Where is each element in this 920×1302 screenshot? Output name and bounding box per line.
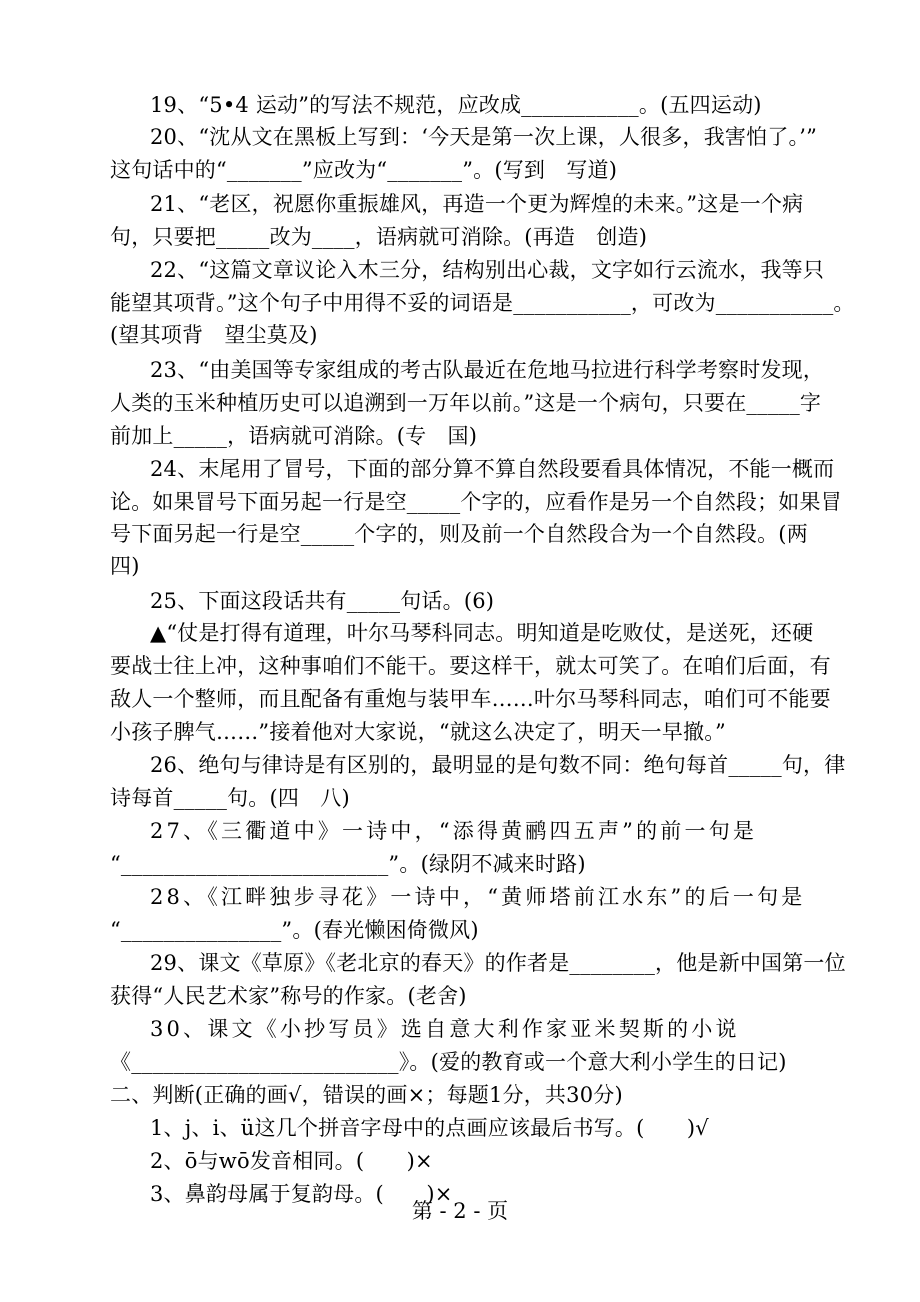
question-22-line: 22、“这篇文章议论入木三分，结构别出心裁，文字如行云流水，我等只 (150, 258, 825, 282)
question-26-line-2: 诗每首_____句。(四 八) (110, 786, 350, 810)
page-number: 第 - 2 - 页 (411, 1199, 509, 1223)
passage-line-3: 敌人一个整师，而且配备有重炮与装甲车……叶尔马琴科同志，咱们可不能要 (110, 687, 831, 711)
question-22-answer: (望其项背 望尘莫及) (110, 323, 318, 347)
passage-line-2: 要战士往上冲，这种事咱们不能干。要这样干，就太可笑了。在咱们后面，有 (110, 654, 831, 678)
question-28-line: 28、《江畔独步寻花》一诗中，“黄师塔前江水东”的后一句是 (150, 885, 806, 909)
question-29-line-2: 获得“人民艺术家”称号的作家。(老舍) (110, 984, 467, 1008)
question-30-line-2: 《_________________________》。(爱的教育或一个意大利小学生的日记) (110, 1050, 787, 1074)
question-24-line-3: 号下面另起一行是空_____个字的，则及前一个自然段合为一个自然段。(两 (110, 522, 808, 546)
question-19-line: 19、“5•4 运动”的写法不规范，应改成___________。(五四运动) (150, 93, 762, 117)
question-23-line-2: 人类的玉米种植历史可以追溯到一万年以前。”这是一个病句，只要在_____字 (110, 391, 822, 415)
question-30-line: 30、课文《小抄写员》选自意大利作家亚米契斯的小说 (150, 1017, 740, 1041)
question-27-line-2: “_________________________”。(绿阴不减来时路) (110, 852, 586, 876)
passage-line-1: ▲“仗是打得有道理，叶尔马琴科同志。明知道是吃败仗，是送死，还硬 (150, 621, 814, 645)
question-24-line: 24、末尾用了冒号，下面的部分算不算自然段要看具体情况，不能一概而 (150, 457, 835, 481)
question-21-line: 21、“老区，祝愿你重振雄风，再造一个更为辉煌的未来。”这是一个病 (150, 192, 804, 216)
question-23-line-3: 前加上_____，语病就可消除。(专 国) (110, 424, 478, 448)
question-24-line-4: 四) (110, 554, 140, 578)
section-two-heading: 二、判断(正确的画√，错误的画×；每题1分，共30分) (110, 1083, 623, 1107)
judgment-item-3: 3、鼻韵母属于复韵母。( )× (150, 1182, 453, 1206)
judgment-item-1: 1、j、i、ü这几个拼音字母中的点画应该最后书写。( )√ (150, 1116, 709, 1140)
question-23-line: 23、“由美国等专家组成的考古队最近在危地马拉进行科学考察时发现， (150, 358, 825, 382)
question-28-line-2: “_______________”。(春光懒困倚微风) (110, 918, 479, 942)
question-29-line: 29、课文《草原》《老北京的春天》的作者是________，他是新中国第一位 (150, 951, 846, 975)
question-22-line-2: 能望其项背。”这个句子中用得不妥的词语是___________，可改为___________。 (110, 291, 855, 315)
passage-line-4: 小孩子脾气……”接着他对大家说，“就这么决定了，明天一早撤。” (110, 720, 726, 744)
question-27-line: 27、《三衢道中》一诗中，“添得黄鹂四五声”的前一句是 (150, 819, 758, 843)
judgment-item-2: 2、ō与wō发音相同。( )× (150, 1149, 433, 1173)
question-20-line: 20、“沈从文在黑板上写到：‘今天是第一次上课，人很多，我害怕了。’” (150, 125, 818, 149)
question-21-line-2: 句，只要把_____改为____，语病就可消除。(再造 创造) (110, 225, 648, 249)
question-24-line-2: 论。如果冒号下面另起一行是空_____个字的，应看作是另一个自然段；如果冒 (110, 490, 842, 514)
question-20-line-2: 这句话中的“_______”应改为“_______”。(写到 写道) (110, 158, 618, 182)
question-26-line: 26、绝句与律诗是有区别的，最明显的是句数不同：绝句每首_____句，律 (150, 753, 846, 777)
question-25-line: 25、下面这段话共有_____句话。(6) (150, 589, 495, 613)
